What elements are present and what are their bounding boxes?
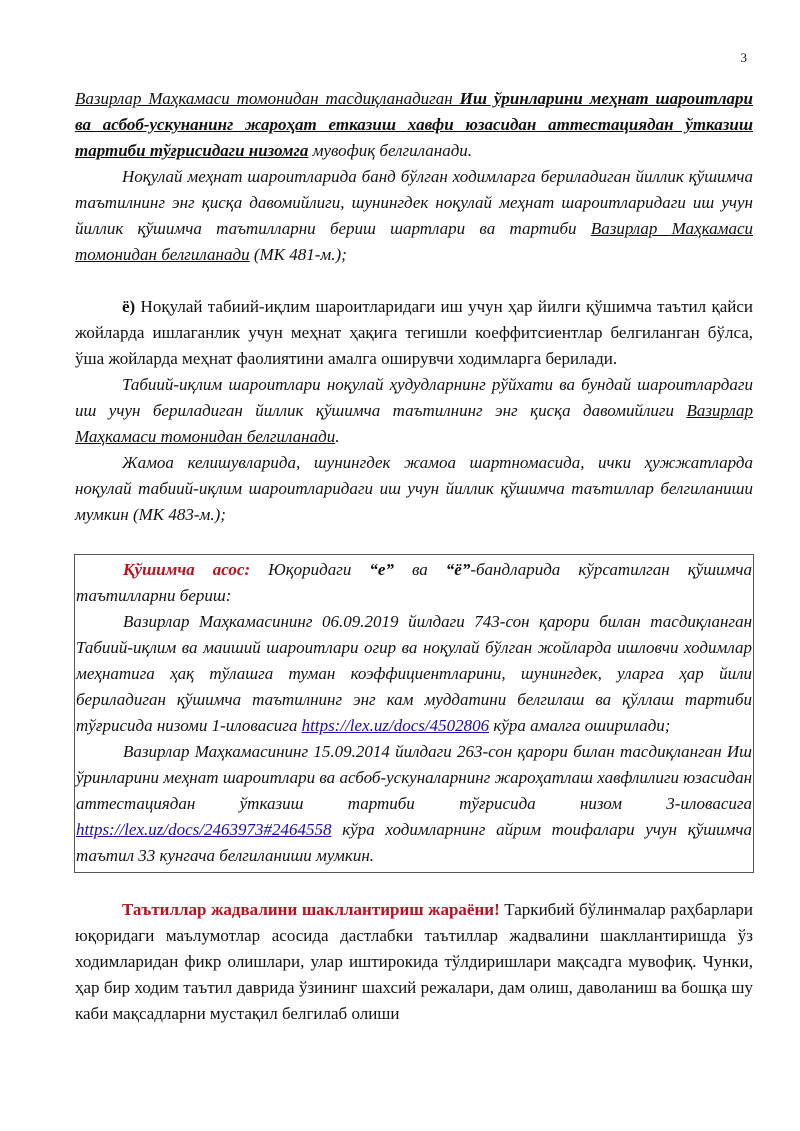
- box-label: Қўшимча асос:: [123, 560, 251, 579]
- paragraph-attestation: Вазирлар Маҳкамаси томонидан тасдиқланадиган Иш ўринларини меҳнат шароитлари ва асбоб-ускунанинг жароҳат етказиш хавфи юзасидан аттестациядан ўтказиш тартиби тўғрисидаги низомга мувофиқ белгиланади.: [75, 89, 754, 160]
- additional-basis-box: [74, 554, 754, 873]
- page-number: 3: [740, 50, 747, 65]
- box-paragraph-743: Вазирлар Маҳкамасининг 06.09.2019 йилдаги 743-сон қарори билан тасдиқланган Табиий-иқлим ва маиший шароитлари огир ва ноқулай бўлган жойларда ишловчи ходимлар меҳнатига ҳақ тўлашга туман коэффициентларини, шунингдек, уларга ҳар йили бериладиган қўшимча таътилнинг энг кам муддатини белгилаш ва қўллаш тартиби тўғрисида низоми 1-иловасига https://lex.uz/docs/4502806 кўра амалга оширилади;: [76, 612, 752, 735]
- paragraph-climate-regions: Табиий-иқлим шароитлари ноқулай ҳудудларнинг рўйхати ва бундай шароитлардаги иш учун бериладиган йиллик қўшимча таътилнинг энг қисқа давомийлиги Вазирлар Маҳкамаси томонидан белгиланади.: [75, 375, 753, 446]
- box-intro: Қўшимча асос: Юқоридаги “е” ва “ё”-бандларида кўрсатилган қўшимча таътилларни бериш:: [76, 560, 753, 605]
- link-lex-2463973[interactable]: https://lex.uz/docs/2463973#2464558: [76, 820, 332, 839]
- paragraph-collective-agreements: Жамоа келишувларида, шунингдек жамоа шартномасида, ички ҳужжатларда ноқулай табиий-иқлим шароитларидаги иш учун йиллик қўшимча таътиллар белгиланиши мумкин (МК 483-м.);: [75, 453, 753, 524]
- paragraph-unfavorable-conditions: Ноқулай меҳнат шароитларида банд бўлган ходимларга бериладиган йиллик қўшимча таътилнинг энг қисқа давомийлиги, шунингдек ноқулай меҳнат шароитларидаги иш учун йиллик қўшимча таътилларни бериш шартлари ва тартиби Вазирлар Маҳкамаси томонидан белгиланади (МК 481-м.);: [75, 167, 753, 264]
- link-lex-4502806[interactable]: https://lex.uz/docs/4502806: [301, 716, 490, 735]
- paragraph-clause-yo: ё) Ноқулай табиий-иқлим шароитларидаги иш учун ҳар йилги қўшимча таътил қайси жойларда ишлаганлик учун меҳнат ҳақига тегишли коеффитсиентлар белгиланган бўлса, ўша жойларда меҳнат фаолиятини амалга оширувчи ходимларга берилади.: [75, 297, 753, 368]
- box-paragraph-263: Вазирлар Маҳкамасининг 15.09.2014 йилдаги 263-сон қарори билан тасдиқланган Иш ўринларини меҳнат шароитлари ва асбоб-ускуналарнинг жароҳатлаш хавфлилиги юзасидан аттестациядан ўтказиш тартиби тўғрисида низом 3-иловасига https://lex.uz/docs/2463973#2464558 кўра ходимларнинг айрим тоифалари учун қўшимча таътил 33 кунгача белгиланиши мумкин.: [76, 742, 752, 865]
- schedule-heading: Таътиллар жадвалини шакллантириш жараёни!: [122, 900, 500, 919]
- document-body: [75, 86, 753, 1027]
- paragraph-vacation-schedule: Таътиллар жадвалини шакллантириш жараёни! Таркибий бўлинмалар раҳбарлари юқоридаги маълумотлар асосида дастлабки таътиллар жадвалини шакллантиришда ўз ходимларидан фикр олишлари, улар иштирокида тўлдиришлари мақсадга мувофиқ. Чунки, ҳар бир ходим таътил даврида ўзининг шахсий режалари, дам олиш, даволаниш ва бошқа шу каби мақсадларни мустақил белгилаб олиши: [75, 900, 753, 1023]
